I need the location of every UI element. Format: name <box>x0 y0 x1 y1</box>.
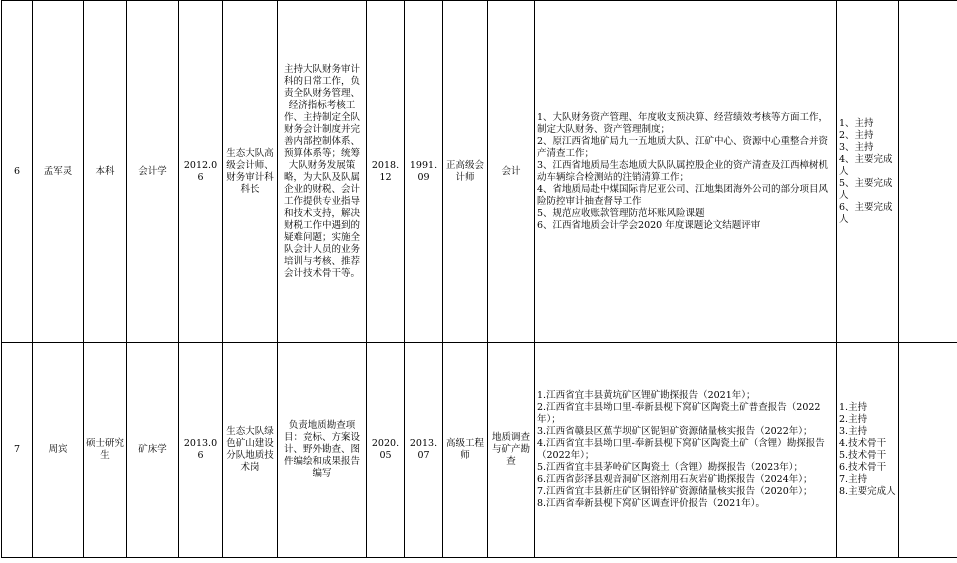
position: 生态大队高级会计师、财务审计科科长 <box>223 1 278 343</box>
row-number: 7 <box>2 343 33 558</box>
title-date: 2018.12 <box>367 1 405 343</box>
work-start-date: 2012.06 <box>179 1 223 343</box>
personnel-table <box>1 0 957 558</box>
table-row <box>2 1 957 343</box>
major: 会计学 <box>127 1 179 343</box>
achievements: 1、大队财务资产管理、年度收支预决算、经营绩效考核等方面工作，制定大队财务、资产管理制度； 2、原江西省地矿局九一五地质大队、江矿中心、资源中心重整合并资产清查工作； 3、江西省地质局生态地质大队队属控股企业的资产清查及江西樟树机动车辆综合检测站的注销清算工作； 4、省地质局赴中煤国际肯尼亚公司、江地集团海外公司的部分项目风险防控审计抽查督导工作 5、规范应收账款管理防范坏账风险课题 6、江西省地质会计学会2020 年度课题论文结题评审 <box>535 1 837 343</box>
major: 矿床学 <box>127 343 179 558</box>
duties: 负责地质勘查项目：竞标、方案设计、野外勘查、图件编绘和成果报告编写 <box>278 343 367 558</box>
row-number: 6 <box>2 1 33 343</box>
roles: 1、主持 2、主持 3、主持 4、主要完成人 5、主要完成人 6、主要完成人 <box>837 1 899 343</box>
roles: 1.主持 2.主持 3.主持 4.技术骨干 5.技术骨干 6.技术骨干 7.主持 8.主要完成人 <box>837 343 899 558</box>
education: 硕士研究生 <box>84 343 127 558</box>
date-2: 2013.07 <box>405 343 443 558</box>
person-name: 孟军灵 <box>33 1 84 343</box>
achievements: 1.江西省宜丰县黄坑矿区锂矿勘探报告（2021年）； 2.江西省宜丰县坳口里-奉新县枧下窝矿区陶瓷土矿普查报告（2022年）； 3.江西省赣县区蕉芋坝矿区铌钽矿资源储量核实报告（2022年）； 4.江西省宜丰县坳口里-奉新县枧下窝矿区陶瓷土矿（含锂）勘探报告（2022年）； 5.江西省宜丰县茅岭矿区陶瓷土（含锂）勘探报告（2023年）； 6.江西省彭泽县观音洞矿区溶剂用石灰岩矿勘探报告（2024年）； 7.江西省宜丰县新庄矿区铜铅锌矿资源储量核实报告（2020年）； 8.江西省奉新县枧下窝矿区调查评价报告（2021年）。 <box>535 343 837 558</box>
duties: 主持大队财务审计科的日常工作，负责全队财务管理、经济指标考核工作、主持制定全队财务会计制度并完善内部控制体系、预算体系等；统筹大队财务发展策略，为大队及队属企业的财税、会计工作提供专业指导和技术支持，解决财税工作中遇到的疑难问题；实施全队会计人员的业务培训与考核、推荐会计技术骨干等。 <box>278 1 367 343</box>
education: 本科 <box>84 1 127 343</box>
work-start-date: 2013.06 <box>179 343 223 558</box>
specialty: 地质调查与矿产勘查 <box>488 343 535 558</box>
empty-cell <box>899 343 957 558</box>
specialty: 会计 <box>488 1 535 343</box>
professional-title: 正高级会计师 <box>443 1 488 343</box>
date-2: 1991.09 <box>405 1 443 343</box>
professional-title: 高级工程师 <box>443 343 488 558</box>
title-date: 2020.05 <box>367 343 405 558</box>
person-name: 周宾 <box>33 343 84 558</box>
empty-cell <box>899 1 957 343</box>
table-row <box>2 343 957 558</box>
position: 生态大队绿色矿山建设分队地质技术岗 <box>223 343 278 558</box>
